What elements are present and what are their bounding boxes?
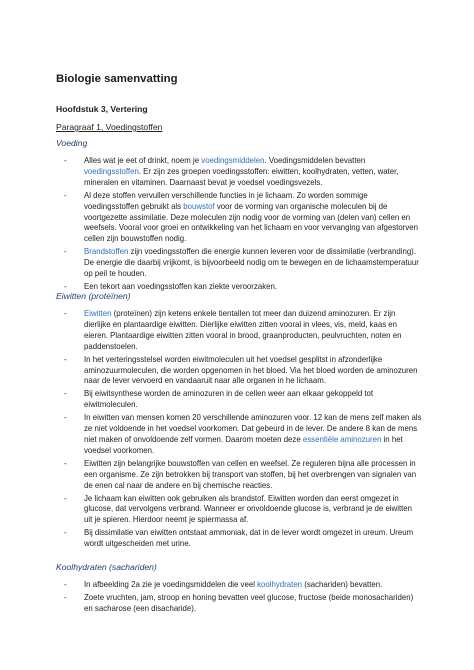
item-text: Je lichaam kan eiwitten ook gebruiken als brandstof. Eiwitten worden dan eerst omgezet in glucose, dat vervolgens verbrand. Wanneer er onvoldoende glucose is, verbrand je de eiwitten uit je spieren. Hierdoor neemt je spiermassa af. — [84, 493, 413, 525]
list-item — [56, 459, 422, 492]
list-item — [56, 191, 422, 246]
list-item — [56, 389, 422, 411]
item-text: In eiwitten van mensen komen 20 verschillende aminozuren voor. 12 kan de mens zelf maken als ze niet voldoende in het voedsel voorkomen. Dat gebeurd in de lever. De andere 8 kan de mens niet maken of onvoldoende zelf vormen. Daarom moeten deze — [84, 413, 422, 444]
list-item — [56, 413, 422, 457]
section-heading-koolhydraten: Koolhydraten (sachariden) — [56, 562, 157, 572]
item-text: . Er zijn zes groepen voedingsstoffen: eiwitten, koolhydraten, vetten, water, mineralen en vitaminen. Daarnaast bevat je voedsel voedingsvezels. — [84, 166, 399, 187]
list-item — [56, 494, 422, 527]
item-text: Al deze stoffen vervullen verschillende functies in je lichaam. Zo worden sommige voedingsstoffen gebruikt als — [84, 190, 368, 211]
bullet-list-eiwitten — [56, 309, 422, 552]
highlighted-term: bouwstof — [183, 201, 215, 211]
item-text: Bij dissimilatie van eiwitten ontstaat ammoniak, dat in de lever wordt omgezet in ureum. Ureum wordt uitgescheiden met urine. — [84, 528, 414, 549]
section-heading-eiwitten: Eiwitten (proteïnen) — [56, 291, 131, 301]
item-text: Een tekort aan voedingsstoffen kan ziekte veroorzaken. — [84, 281, 278, 291]
bullet-list-koolhydraten — [56, 580, 422, 617]
page-title: Biologie samenvatting — [56, 73, 178, 85]
list-item — [56, 355, 422, 388]
item-text: Eiwitten zijn belangrijke bouwstoffen van cellen en weefsel. Ze reguleren bijna alle processen in een organisme. Ze zijn betrokken bij transport van stoffen, bij het overbrengen van signalen van de enen cal naar de andere en bij chemische reacties. — [84, 458, 417, 490]
item-text: Alles wat je eet of drinkt, noem je — [84, 156, 202, 165]
list-item — [56, 247, 422, 280]
list-item — [56, 593, 422, 615]
highlighted-term: essentiële aminozuren — [302, 434, 382, 444]
item-text: zijn voedingsstoffen die energie kunnen leveren voor de dissimilatie (verbranding). De energie die daarbij vrijkomt, is bijvoorbeeld nodig om te bewegen en de lichaamstemperatuur op peil te houden. — [84, 247, 419, 279]
highlighted-term: koolhydraten — [257, 580, 303, 589]
highlighted-term: Eiwitten — [84, 309, 112, 318]
list-item — [56, 528, 422, 550]
list-item — [56, 580, 422, 591]
item-text: . Voedingsmiddelen bevatten — [264, 156, 366, 165]
item-text: In het verteringsstelsel worden eiwitmoleculen uit het voedsel gesplitst in afzonderlijke aminozuurmoleculen, die worden opgenomen in het bloed. Via het bloed worden de aminozuren naar de lever vervoerd en vandaaruit naar alle organen in he lichaam. — [84, 354, 418, 386]
section-heading-voeding: Voeding — [56, 138, 88, 148]
item-text: voor de vorming van organische moleculen bij de voortgezette assimilatie. Deze moleculen zijn nodig voor de vorming van (delen van) cellen en weefsels. Vooral voor groei en ontwikkeling van het lichaam en voor vervanging van afgestorven cellen zijn bouwstoffen nodig. — [84, 201, 418, 244]
item-text: (sachariden) bevatten. — [302, 580, 383, 589]
highlighted-term: voedingsmiddelen — [201, 156, 265, 165]
item-text: Zoete vruchten, jam, stroop en honing bevatten veel glucose, fructose (beide monosachariden) en sacharose (een disacharide). — [84, 592, 414, 613]
chapter-heading: Hoofdstuk 3, Vertering — [56, 104, 148, 114]
item-text: Bij eiwitsynthese worden de aminozuren in de cellen weer aan elkaar gekoppeld tot eiwitmoleculen. — [84, 389, 374, 410]
list-item — [56, 156, 422, 189]
bullet-list-voeding — [56, 156, 422, 295]
item-text: in het voedsel voorkomen. — [84, 434, 403, 455]
item-text: (proteïnen) zijn ketens enkele tientallen tot meer dan duizend aminozuren. Er zijn dierlijke en plantaardige eiwitten. Dierlijke eiwitten zitten vooral in vlees, vis, meld, kaas en eieren. Plantaardige eiwitten zitten vooral in brood, graanproducten, peulvruchten, noten en paddenstoelen. — [84, 309, 402, 351]
list-item — [56, 309, 422, 353]
item-text: In afbeelding 2a zie je voedingsmiddelen die veel — [84, 580, 258, 589]
highlighted-term: Brandstoffen — [84, 247, 129, 257]
paragraph-heading: Paragraaf 1, Voedingstoffen — [56, 122, 163, 132]
highlighted-term: voedingsstoffen — [84, 166, 139, 176]
